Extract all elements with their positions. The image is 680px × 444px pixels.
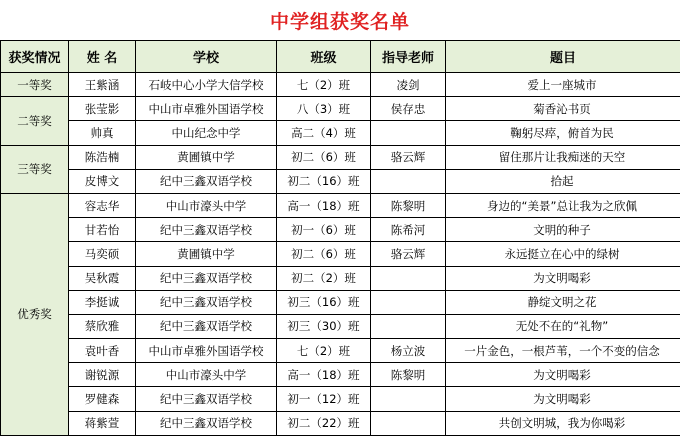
table-row bbox=[1, 145, 680, 169]
school-cell: 中山市濠头中学 bbox=[136, 363, 277, 387]
awards-table bbox=[0, 40, 680, 436]
class-cell: 七（2）班 bbox=[277, 339, 371, 363]
award-level-cell: 一等奖 bbox=[1, 73, 69, 97]
name-cell: 王紫涵 bbox=[69, 73, 136, 97]
teacher-cell: 侯存忠 bbox=[371, 97, 446, 121]
class-cell: 初二（6）班 bbox=[277, 242, 371, 266]
class-cell: 高一（18）班 bbox=[277, 193, 371, 217]
class-cell: 初二（16）班 bbox=[277, 169, 371, 193]
award-level-cell: 二等奖 bbox=[1, 97, 69, 145]
teacher-cell: 骆云辉 bbox=[371, 242, 446, 266]
teacher-cell bbox=[371, 411, 446, 435]
teacher-cell bbox=[371, 387, 446, 411]
teacher-cell bbox=[371, 169, 446, 193]
school-cell: 黄圃镇中学 bbox=[136, 145, 277, 169]
teacher-cell: 骆云辉 bbox=[371, 145, 446, 169]
school-cell: 纪中三鑫双语学校 bbox=[136, 387, 277, 411]
class-cell: 初二（6）班 bbox=[277, 145, 371, 169]
school-cell: 中山市卓雅外国语学校 bbox=[136, 97, 277, 121]
name-cell: 罗健森 bbox=[69, 387, 136, 411]
name-cell: 蔡欣雅 bbox=[69, 314, 136, 338]
table-body bbox=[1, 73, 680, 436]
award-level-cell: 三等奖 bbox=[1, 145, 69, 193]
teacher-cell: 陈希河 bbox=[371, 218, 446, 242]
school-cell: 石岐中心小学大信学校 bbox=[136, 73, 277, 97]
header-teacher: 指导老师 bbox=[371, 41, 446, 73]
school-cell: 中山市濠头中学 bbox=[136, 193, 277, 217]
table-row bbox=[1, 193, 680, 217]
header-award: 获奖情况 bbox=[1, 41, 69, 73]
school-cell: 纪中三鑫双语学校 bbox=[136, 314, 277, 338]
topic-cell: 鞠躬尽瘁，俯首为民 bbox=[446, 121, 680, 145]
table-row bbox=[1, 314, 680, 338]
award-level-cell: 优秀奖 bbox=[1, 193, 69, 435]
name-cell: 马奕硕 bbox=[69, 242, 136, 266]
teacher-cell: 陈黎明 bbox=[371, 363, 446, 387]
class-cell: 七（2）班 bbox=[277, 73, 371, 97]
table-row bbox=[1, 73, 680, 97]
teacher-cell bbox=[371, 121, 446, 145]
name-cell: 张莹影 bbox=[69, 97, 136, 121]
table-row bbox=[1, 387, 680, 411]
table-row bbox=[1, 218, 680, 242]
class-cell: 高二（4）班 bbox=[277, 121, 371, 145]
school-cell: 中山纪念中学 bbox=[136, 121, 277, 145]
class-cell: 初一（12）班 bbox=[277, 387, 371, 411]
topic-cell: 身边的“美景”总让我为之欣佩 bbox=[446, 193, 680, 217]
table-row bbox=[1, 97, 680, 121]
table-row bbox=[1, 121, 680, 145]
table-header-row bbox=[1, 41, 680, 73]
school-cell: 中山市卓雅外国语学校 bbox=[136, 339, 277, 363]
topic-cell: 拾起 bbox=[446, 169, 680, 193]
topic-cell: 菊香沁书页 bbox=[446, 97, 680, 121]
page-title: 中学组获奖名单 bbox=[269, 10, 410, 33]
class-cell: 初二（22）班 bbox=[277, 411, 371, 435]
teacher-cell bbox=[371, 290, 446, 314]
header-school: 学校 bbox=[136, 41, 277, 73]
topic-cell: 爱上一座城市 bbox=[446, 73, 680, 97]
teacher-cell: 杨立波 bbox=[371, 339, 446, 363]
teacher-cell bbox=[371, 266, 446, 290]
school-cell: 纪中三鑫双语学校 bbox=[136, 411, 277, 435]
name-cell: 李挺诚 bbox=[69, 290, 136, 314]
teacher-cell: 凌剑 bbox=[371, 73, 446, 97]
name-cell: 甘若怡 bbox=[69, 218, 136, 242]
topic-cell: 为文明喝彩 bbox=[446, 363, 680, 387]
table-row bbox=[1, 242, 680, 266]
topic-cell: 无处不在的“礼物” bbox=[446, 314, 680, 338]
topic-cell: 为文明喝彩 bbox=[446, 387, 680, 411]
topic-cell: 文明的种子 bbox=[446, 218, 680, 242]
topic-cell: 为文明喝彩 bbox=[446, 266, 680, 290]
teacher-cell bbox=[371, 314, 446, 338]
name-cell: 谢锐源 bbox=[69, 363, 136, 387]
table-row bbox=[1, 266, 680, 290]
topic-cell: 一片金色，一根芦苇，一个不变的信念 bbox=[446, 339, 680, 363]
table-row bbox=[1, 290, 680, 314]
name-cell: 容志华 bbox=[69, 193, 136, 217]
school-cell: 纪中三鑫双语学校 bbox=[136, 169, 277, 193]
class-cell: 初二（2）班 bbox=[277, 266, 371, 290]
table-row bbox=[1, 339, 680, 363]
school-cell: 纪中三鑫双语学校 bbox=[136, 290, 277, 314]
name-cell: 蒋紫萱 bbox=[69, 411, 136, 435]
header-topic: 题目 bbox=[446, 41, 680, 73]
school-cell: 纪中三鑫双语学校 bbox=[136, 218, 277, 242]
header-class: 班级 bbox=[277, 41, 371, 73]
school-cell: 黄圃镇中学 bbox=[136, 242, 277, 266]
name-cell: 吴秋霞 bbox=[69, 266, 136, 290]
class-cell: 初一（6）班 bbox=[277, 218, 371, 242]
topic-cell: 留住那片让我痴迷的天空 bbox=[446, 145, 680, 169]
class-cell: 高一（18）班 bbox=[277, 363, 371, 387]
name-cell: 陈浩楠 bbox=[69, 145, 136, 169]
teacher-cell: 陈黎明 bbox=[371, 193, 446, 217]
class-cell: 八（3）班 bbox=[277, 97, 371, 121]
table-row bbox=[1, 411, 680, 435]
topic-cell: 共创文明城，我为你喝彩 bbox=[446, 411, 680, 435]
table-row bbox=[1, 169, 680, 193]
table-row bbox=[1, 363, 680, 387]
name-cell: 袁叶香 bbox=[69, 339, 136, 363]
class-cell: 初三（16）班 bbox=[277, 290, 371, 314]
school-cell: 纪中三鑫双语学校 bbox=[136, 266, 277, 290]
topic-cell: 静绽文明之花 bbox=[446, 290, 680, 314]
header-name: 姓 名 bbox=[69, 41, 136, 73]
topic-cell: 永远挺立在心中的绿树 bbox=[446, 242, 680, 266]
class-cell: 初三（30）班 bbox=[277, 314, 371, 338]
name-cell: 皮博文 bbox=[69, 169, 136, 193]
name-cell: 帅真 bbox=[69, 121, 136, 145]
